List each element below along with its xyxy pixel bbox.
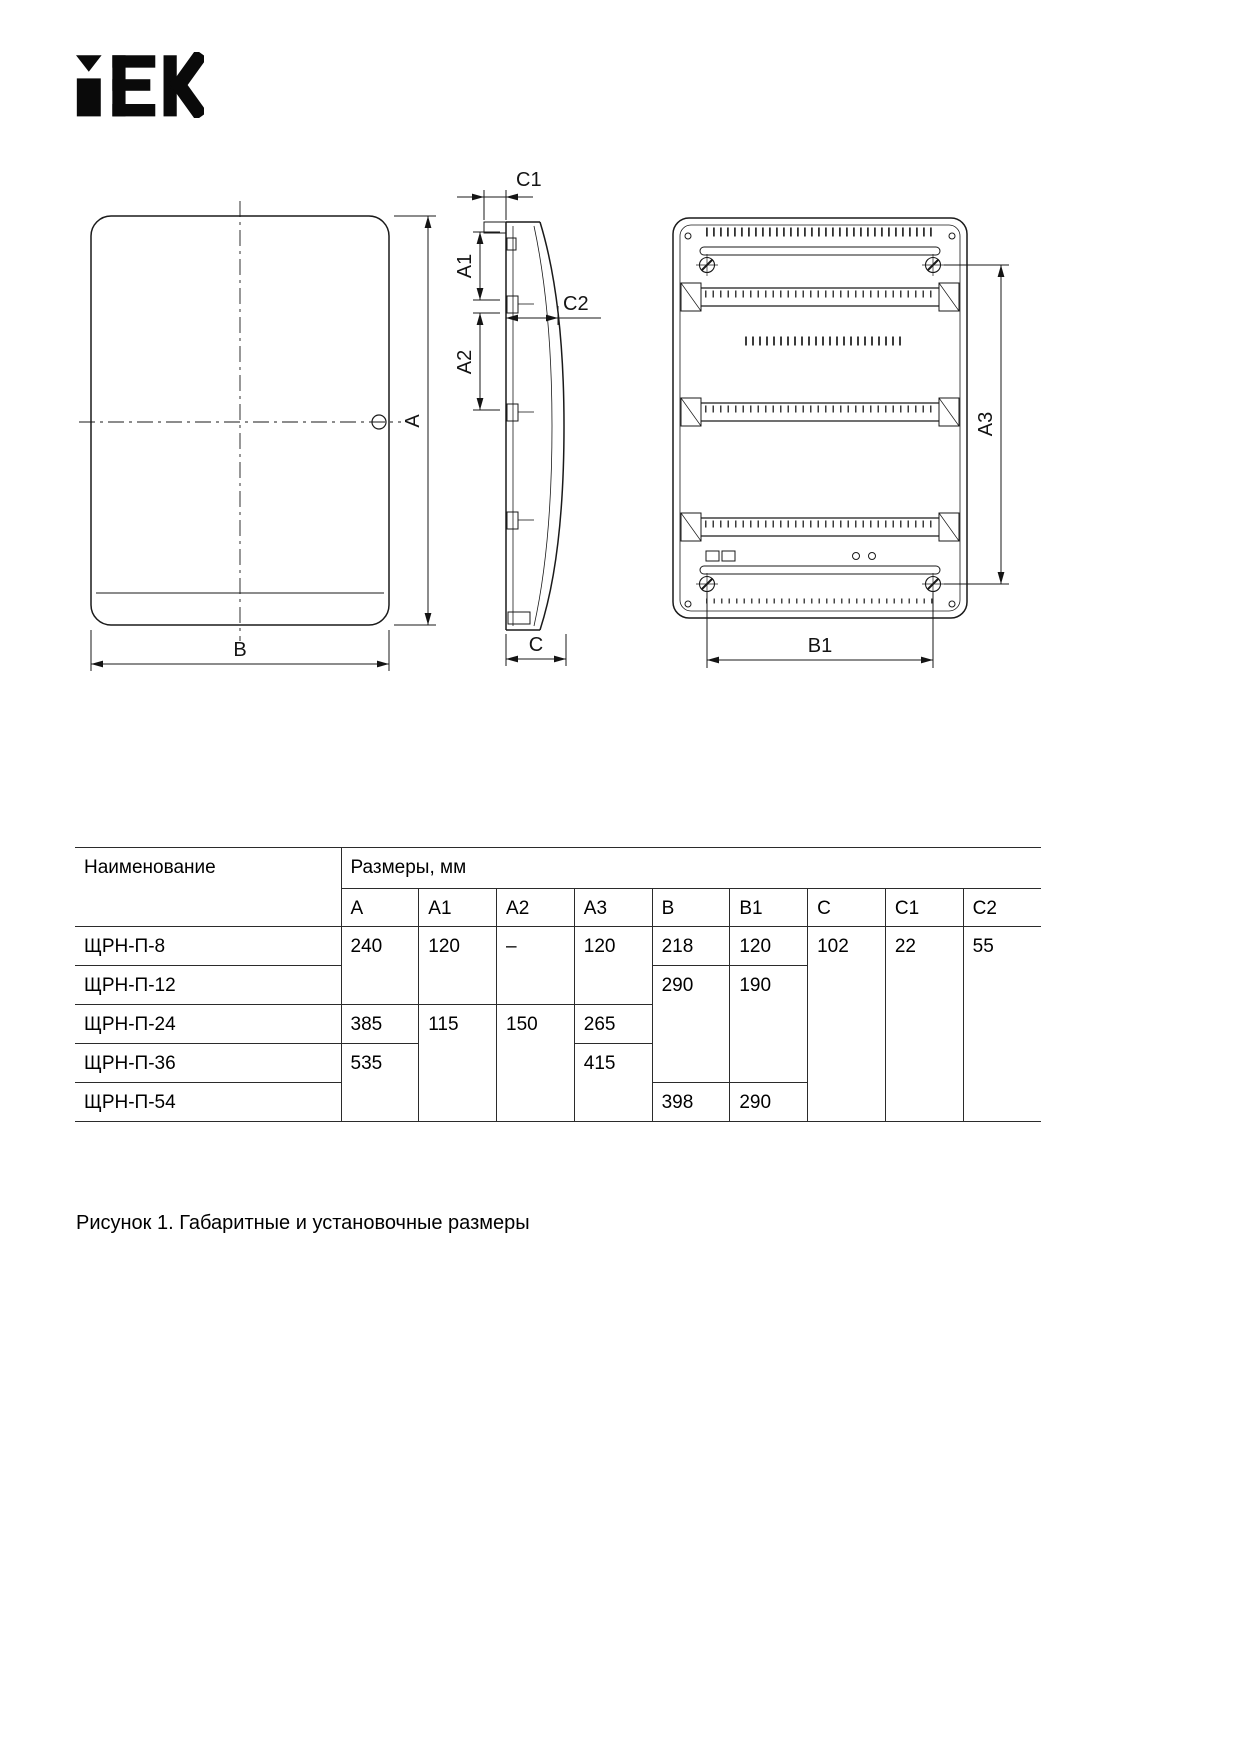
din-rail (681, 398, 959, 426)
col-header-group: Размеры, мм (341, 848, 1041, 889)
dim-labels (233, 169, 997, 661)
dim-cell: 290 (730, 1083, 808, 1122)
back-view (673, 218, 967, 618)
dim-cell: 150 (497, 1005, 575, 1122)
dim-label-b1: B1 (807, 635, 833, 657)
dim-cell: 265 (574, 1005, 652, 1044)
dim-cell: – (497, 927, 575, 1005)
dim-cell: 415 (574, 1044, 652, 1122)
mount-slot-top (700, 247, 940, 255)
model-cell: ЩРН-П-54 (75, 1083, 341, 1122)
dim-label-c2: C2 (563, 293, 589, 315)
dim-cell: 535 (341, 1044, 419, 1122)
dim-a2 (473, 313, 500, 410)
table-header-row-1 (75, 848, 1041, 889)
figure-caption: Рисунок 1. Габаритные и установочные размеры (76, 1212, 530, 1234)
dim-cell: 115 (419, 1005, 497, 1122)
dim-c1 (457, 190, 533, 220)
model-cell: ЩРН-П-24 (75, 1005, 341, 1044)
dim-cell: 290 (652, 966, 730, 1083)
dim-cell: 120 (419, 927, 497, 1005)
dim-cell: 55 (963, 927, 1041, 1122)
din-rail (681, 513, 959, 541)
model-cell: ЩРН-П-8 (75, 927, 341, 966)
col-header-c: C (808, 889, 886, 927)
col-header-b1: B1 (730, 889, 808, 927)
dim-label-a3: A3 (975, 411, 997, 437)
model-cell: ЩРН-П-12 (75, 966, 341, 1005)
dim-label-b: B (233, 639, 247, 661)
figure-1-drawing (0, 0, 1237, 760)
mount-slot-bottom (700, 566, 940, 574)
screw-icon (696, 254, 718, 276)
front-view (79, 201, 401, 641)
col-header-a1: A1 (419, 889, 497, 927)
dim-label-a1: A1 (454, 253, 476, 279)
dim-cell: 190 (730, 966, 808, 1083)
dim-a1 (473, 232, 500, 300)
dim-label-a2: A2 (454, 349, 476, 375)
dim-cell: 22 (885, 927, 963, 1122)
col-header-c1: C1 (885, 889, 963, 927)
din-rail (681, 283, 959, 311)
dimensions-table (75, 847, 1041, 1122)
dim-cell: 240 (341, 927, 419, 1005)
dim-cell: 102 (808, 927, 886, 1122)
dim-cell: 398 (652, 1083, 730, 1122)
col-header-b: B (652, 889, 730, 927)
model-cell: ЩРН-П-36 (75, 1044, 341, 1083)
dim-cell: 385 (341, 1005, 419, 1044)
screw-icon (696, 573, 718, 595)
dim-label-c1: C1 (516, 169, 542, 191)
side-view (484, 222, 564, 630)
col-header-a2: A2 (497, 889, 575, 927)
screw-icon (922, 573, 944, 595)
col-header-name: Наименование (75, 848, 341, 927)
dim-label-a: A (402, 414, 424, 428)
dim-label-c: C (528, 634, 544, 656)
col-header-a3: A3 (574, 889, 652, 927)
col-header-a: A (341, 889, 419, 927)
dim-cell: 120 (730, 927, 808, 966)
dim-cell: 120 (574, 927, 652, 1005)
table-row (75, 927, 1041, 966)
back-outline (673, 218, 967, 618)
dim-cell: 218 (652, 927, 730, 966)
col-header-c2: C2 (963, 889, 1041, 927)
screw-icon (922, 254, 944, 276)
